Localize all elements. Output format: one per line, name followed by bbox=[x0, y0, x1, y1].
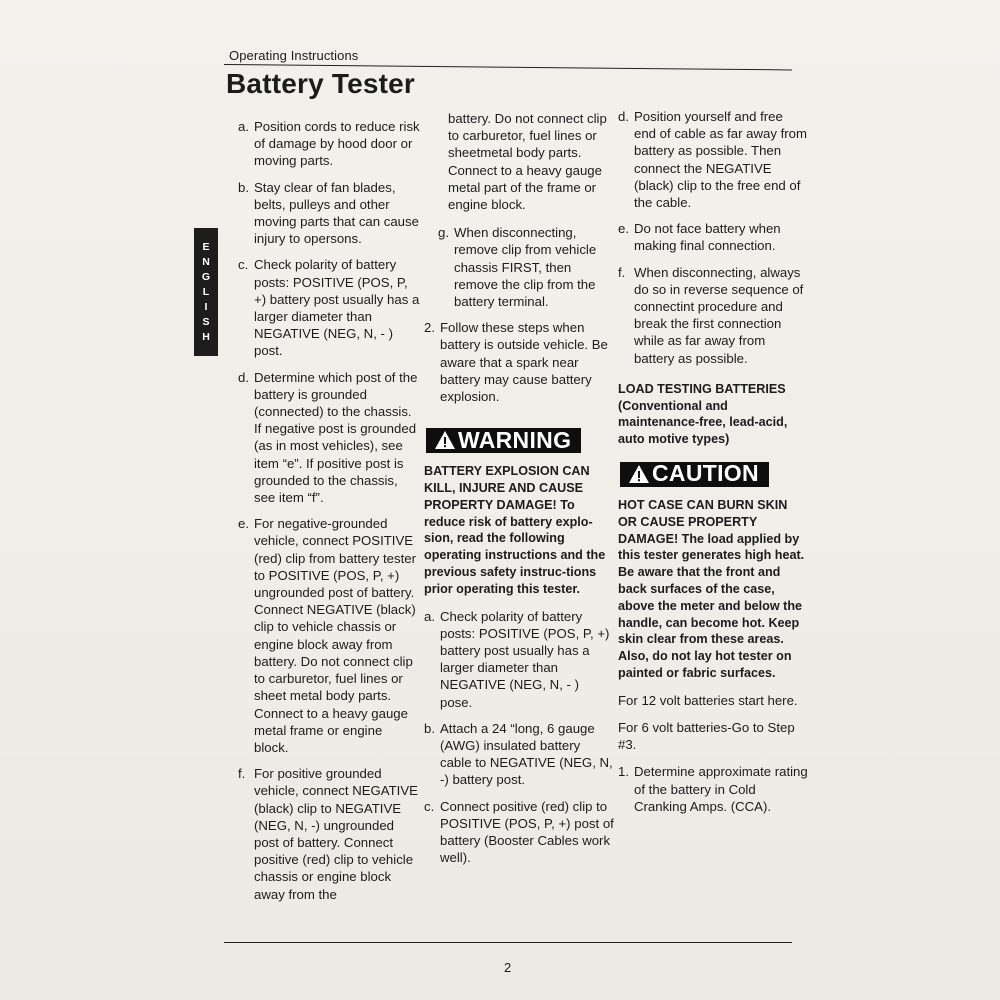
caution-text: HOT CASE CAN BURN SKIN OR CAUSE PROPERTY DAMAGE! The load applied by this tester generates high heat. Be aware that the front and back surfaces of the case, above the meter and below the handle, can become hot. Keep skin clear from these areas. Also, do not lay hot tester on painted or fabric surfaces. bbox=[618, 498, 805, 680]
language-tab-letter: I bbox=[204, 300, 208, 313]
step-item bbox=[618, 763, 808, 815]
step-number: 2. bbox=[424, 320, 435, 336]
language-tab-letter: H bbox=[202, 330, 210, 343]
item-label: c. bbox=[424, 798, 435, 814]
item-text: Determine which post of the battery is grounded (connected) to the chassis. If negative post is grounded (as in most vehicles), see item “e”. If positive post is grounded to the chassis, see item “f”. bbox=[254, 369, 418, 506]
column-3 bbox=[618, 108, 808, 824]
page-title: Battery Tester bbox=[226, 68, 416, 99]
item-label: b. bbox=[424, 720, 435, 736]
item-label: e. bbox=[238, 516, 249, 532]
caution-label: CAUTION bbox=[652, 460, 759, 487]
warning-text: BATTERY EXPLOSION CAN KILL, INJURE AND CAUSE PROPERTY DAMAGE! To reduce risk of battery explo-sion, read the following operating instructions and the previous safety instruc-tions prior operating this tester. bbox=[424, 464, 606, 596]
item-label: f. bbox=[618, 264, 626, 280]
language-tab bbox=[194, 228, 218, 356]
item-label: a. bbox=[238, 119, 249, 134]
language-tab-letter: N bbox=[202, 255, 210, 268]
item-label: e. bbox=[618, 221, 629, 237]
item-label: d. bbox=[618, 109, 629, 124]
item-text: Do not face battery when making final connection. bbox=[634, 221, 781, 254]
language-tab-letter: E bbox=[202, 240, 210, 253]
column-2 bbox=[424, 110, 614, 875]
footer-divider bbox=[224, 942, 792, 943]
language-tab-letter: G bbox=[201, 270, 211, 283]
list-item bbox=[424, 224, 614, 310]
item-text: Attach a 24 “long, 6 gauge (AWG) insulated battery cable to NEGATIVE (NEG, N, -) battery post. bbox=[440, 720, 613, 788]
list-item bbox=[238, 765, 420, 903]
warning-banner bbox=[426, 428, 581, 453]
item-label: g. bbox=[438, 225, 449, 241]
paragraph-12-volt: For 12 volt batteries start here. bbox=[618, 692, 798, 708]
caution-banner bbox=[620, 462, 769, 487]
item-text: For positive grounded vehicle, connect NEGATIVE (black) clip to NEGATIVE (NEG, N, -) ungrounded post of battery. Connect positive (red) clip to vehicle chassis or engine block away from the bbox=[254, 766, 418, 902]
list-item bbox=[238, 515, 420, 756]
item-label: b. bbox=[238, 179, 249, 195]
item-label: d. bbox=[238, 369, 249, 385]
list-item bbox=[424, 720, 614, 789]
list-item bbox=[238, 179, 420, 248]
item-text: Check polarity of battery posts: POSITIVE (POS, P, +) battery post usually has a larger diameter than NEGATIVE (NEG, N, - ) pose. bbox=[440, 608, 610, 710]
item-text: Connect positive (red) clip to POSITIVE (POS, P, +) post of battery (Booster Cables work well). bbox=[440, 798, 614, 866]
list-item bbox=[424, 798, 614, 867]
list-item bbox=[618, 264, 808, 367]
item-label: f. bbox=[238, 766, 246, 782]
item-text: Stay clear of fan blades, belts, pulleys and other moving parts that can cause injury to opersons. bbox=[254, 179, 419, 247]
list-item bbox=[618, 220, 808, 254]
page-number: 2 bbox=[504, 960, 512, 975]
step-item bbox=[424, 319, 614, 405]
list-item bbox=[238, 369, 420, 507]
item-text: When disconnecting, remove clip from vehicle chassis FIRST, then remove the clip from the battery terminal. bbox=[454, 225, 597, 310]
section-label: Operating Instructions bbox=[229, 48, 359, 63]
load-testing-heading: LOAD TESTING BATTERIES (Conventional and maintenance-free, lead-acid, auto motive types) bbox=[618, 381, 788, 447]
column-1 bbox=[238, 118, 420, 912]
step-number: 1. bbox=[618, 764, 629, 780]
language-tab-letter: S bbox=[202, 315, 210, 328]
item-label: c. bbox=[238, 257, 249, 273]
item-text: For negative-grounded vehicle, connect POSITIVE (red) clip from battery tester to POSITIVE (POS, P, +) ungrounded post of battery. Connect NEGATIVE (black) clip to vehicle chassis or engine block away from battery. Do not connect clip to carburetor, fuel lines or sheet metal body parts. Connect to a heavy gauge metal frame or engine block. bbox=[254, 516, 416, 755]
caution-triangle-icon bbox=[628, 464, 650, 484]
warning-label: WARNING bbox=[458, 426, 572, 453]
list-item bbox=[424, 608, 614, 711]
warning-triangle-icon bbox=[434, 430, 456, 450]
item-text: Position cords to reduce risk of damage by hood door or moving parts. bbox=[254, 119, 420, 169]
item-text: Check polarity of battery posts: POSITIVE (POS, P, +) battery post usually has a larger diameter than NEGATIVE (NEG, N, - ) post. bbox=[254, 257, 420, 359]
item-text: Position yourself and free end of cable as far away from battery as possible. Then connect the NEGATIVE (black) clip to the free end of the cable. bbox=[634, 109, 807, 211]
list-item bbox=[238, 118, 420, 170]
item-label: a. bbox=[424, 608, 435, 624]
language-tab-letter: L bbox=[202, 285, 210, 298]
paragraph-6-volt: For 6 volt batteries-Go to Step #3. bbox=[618, 720, 795, 753]
item-text: When disconnecting, always do so in reverse sequence of connectint procedure and break the first connection while as far away from battery as possible. bbox=[634, 264, 804, 366]
step-text: Determine approximate rating of the battery in Cold Cranking Amps. (CCA). bbox=[634, 764, 808, 814]
list-item bbox=[238, 256, 420, 359]
continued-text: battery. Do not connect clip to carburetor, fuel lines or sheetmetal body parts. Connect to a heavy gauge metal part of the frame or engine block. bbox=[448, 111, 607, 213]
list-item bbox=[618, 108, 808, 211]
step-text: Follow these steps when battery is outside vehicle. Be aware that a spark near battery may cause battery explosion. bbox=[440, 320, 608, 405]
